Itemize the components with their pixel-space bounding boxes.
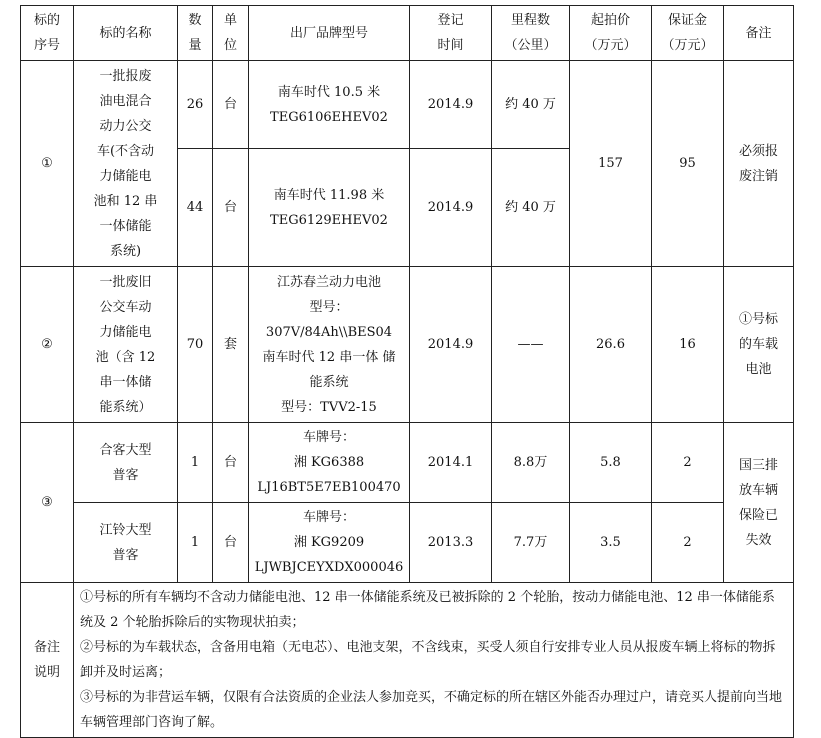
lot3-a-deposit: 2 [652,423,724,503]
lot1-deposit: 95 [652,61,724,267]
lot1-a-qty: 26 [178,61,213,149]
header-start-price: 起拍价 （万元） [570,6,652,61]
lot1-b-model: 南车时代 11.98 米 TEG6129EHEV02 [249,149,410,267]
lot2-unit: 套 [213,267,249,423]
lot3-row-b [21,503,794,583]
lot3-row-a [21,423,794,503]
lot3-a-unit: 台 [213,423,249,503]
header-model: 出厂品牌型号 [249,6,410,61]
remarks-row [21,583,794,738]
lot2-deposit: 16 [652,267,724,423]
lot3-b-name: 江铃大型 普客 [74,503,178,583]
lot2-mileage: —— [492,267,570,423]
lot1-a-reg: 2014.9 [410,61,492,149]
lot2-name: 一批废旧 公交车动 力储能电 池（含 12 串一体储 能系统） [74,267,178,423]
header-seq: 标的 序号 [21,6,74,61]
lot1-name: 一批报废 油电混合 动力公交 车(不含动 力储能电 池和 12 串 一体储能 系统) [74,61,178,267]
lot3-a-start-price: 5.8 [570,423,652,503]
remark-1: ①号标的所有车辆均不含动力储能电池、12 串一体储能系统及已被拆除的 2 个轮胎，按动力储能电池、12 串一体储能系统及 2 个轮胎拆除后的实物现状拍卖； [80,590,775,630]
header-mileage: 里程数 （公里） [492,6,570,61]
lot2-model: 江苏春兰动力电池 型号： 307V/84Ah\\BES04 南车时代 12 串一体 储 能系统 型号：TVV2-15 [249,267,410,423]
remarks-content [74,583,794,738]
remark-2: ②号标的为车载状态，含备用电箱（无电芯）、电池支架，不含线束，买受人须自行安排专业人员从报废车辆上将标的物拆卸并及时运离； [80,640,776,680]
header-unit: 单 位 [213,6,249,61]
lot1-start-price: 157 [570,61,652,267]
header-deposit: 保证金 （万元） [652,6,724,61]
lot3-b-unit: 台 [213,503,249,583]
header-name: 标的名称 [74,6,178,61]
lot2-row [21,267,794,423]
header-reg: 登记 时间 [410,6,492,61]
lot1-b-reg: 2014.9 [410,149,492,267]
lot2-start-price: 26.6 [570,267,652,423]
remark-3: ③号标的为非营运车辆，仅限有合法资质的企业法人参加竞买，不确定标的所在辖区外能否办理过户，请竞买人提前向当地车辆管理部门咨询了解。 [80,690,783,730]
lot2-seq: ② [21,267,74,423]
lot3-b-start-price: 3.5 [570,503,652,583]
lot3-a-model: 车牌号： 湘 KG6388 LJ16BT5E7EB100470 [249,423,410,503]
lot1-b-mileage: 约 40 万 [492,149,570,267]
lot3-b-mileage: 7.7万 [492,503,570,583]
lot3-b-deposit: 2 [652,503,724,583]
lot1-note: 必须报 废注销 [724,61,794,267]
lot3-b-qty: 1 [178,503,213,583]
header-note: 备注 [724,6,794,61]
lot2-note: ①号标 的车载 电池 [724,267,794,423]
lot2-qty: 70 [178,267,213,423]
lot3-note: 国三排 放车辆 保险已 失效 [724,423,794,583]
lot3-seq: ③ [21,423,74,583]
lot3-a-name: 合客大型 普客 [74,423,178,503]
lot1-a-mileage: 约 40 万 [492,61,570,149]
lot1-a-model: 南车时代 10.5 米 TEG6106EHEV02 [249,61,410,149]
auction-lots-table [20,5,794,738]
header-row [21,6,794,61]
lot3-a-reg: 2014.1 [410,423,492,503]
lot3-a-qty: 1 [178,423,213,503]
lot2-reg: 2014.9 [410,267,492,423]
lot1-seq: ① [21,61,74,267]
lot3-b-reg: 2013.3 [410,503,492,583]
lot1-b-unit: 台 [213,149,249,267]
lot1-a-unit: 台 [213,61,249,149]
header-qty: 数 量 [178,6,213,61]
lot3-a-mileage: 8.8万 [492,423,570,503]
lot1-row-a [21,61,794,149]
remarks-label: 备注 说明 [21,583,74,738]
lot3-b-model: 车牌号： 湘 KG9209 LJWBJCEYXDX000046 [249,503,410,583]
lot1-b-qty: 44 [178,149,213,267]
